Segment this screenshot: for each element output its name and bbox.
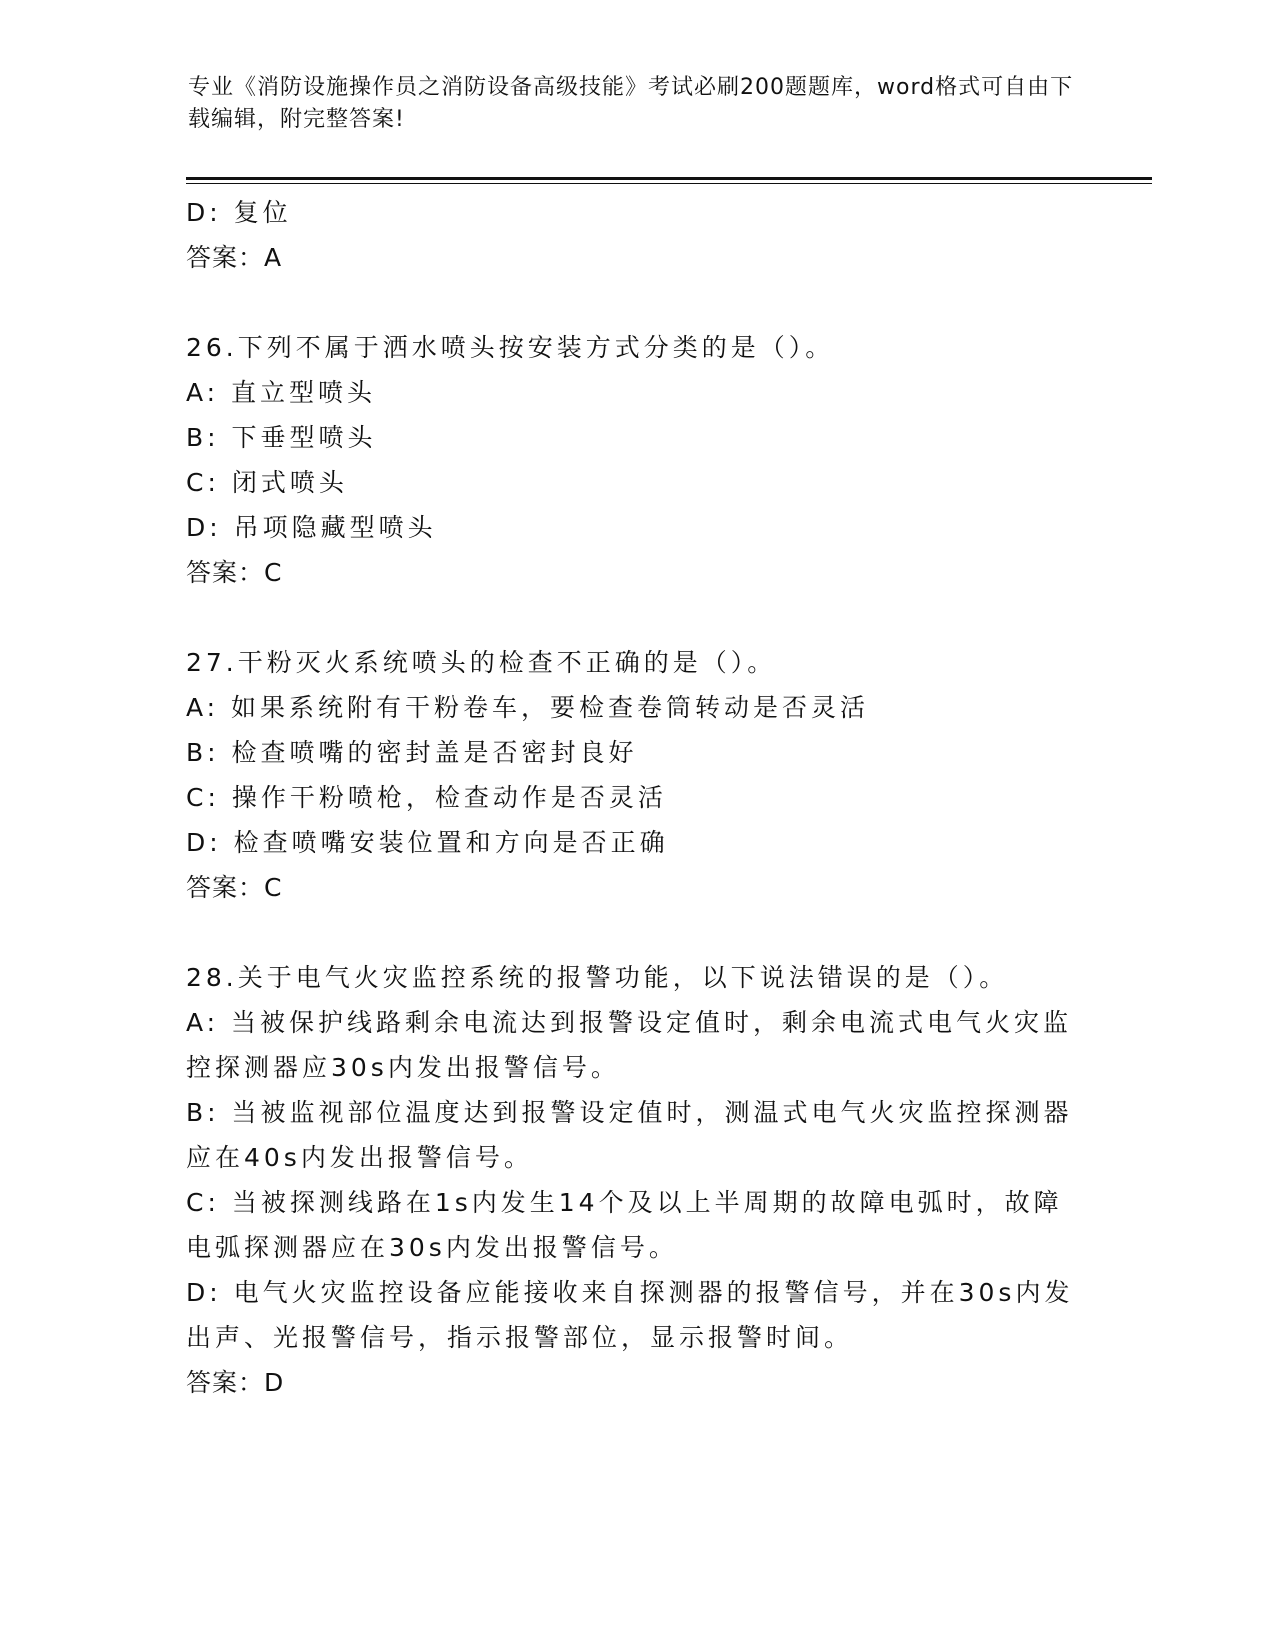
document-header: [188, 72, 1088, 136]
option-d: D: 电气火灾监控设备应能接收来自探测器的报警信号，并在30s内发出声、光报警信号，指示报警部位，显示报警时间。: [186, 1278, 1074, 1352]
answer-line: 答案：C: [186, 558, 283, 587]
answer-line: 答案：D: [186, 1368, 285, 1397]
question-content: [186, 190, 1086, 1405]
question-27: [186, 640, 1086, 910]
option-b: B: 检查喷嘴的密封盖是否密封良好: [186, 738, 638, 767]
header-divider-thick: [186, 177, 1152, 180]
option-c: C: 当被探测线路在1s内发生14个及以上半周期的故障电弧时，故障电弧探测器应在30s内发出报警信号。: [186, 1188, 1063, 1262]
option-b: B: 下垂型喷头: [186, 423, 377, 452]
option-c: C: 闭式喷头: [186, 468, 348, 497]
option-d: D: 吊项隐藏型喷头: [186, 513, 437, 542]
answer-line: 答案：C: [186, 873, 283, 902]
answer-line: 答案：A: [186, 243, 283, 272]
option-a: A: 如果系统附有干粉卷车，要检查卷筒转动是否灵活: [186, 693, 870, 722]
option-b: B: 当被监视部位温度达到报警设定值时，测温式电气火灾监控探测器应在40s内发出报警信号。: [186, 1098, 1073, 1172]
question-stem: 26.下列不属于洒水喷头按安装方式分类的是（）。: [186, 333, 835, 362]
option-a: A: 直立型喷头: [186, 378, 377, 407]
question-stem: 27.干粉灭火系统喷头的检查不正确的是（）。: [186, 648, 777, 677]
question-28: [186, 955, 1086, 1405]
option-d: D: 检查喷嘴安装位置和方向是否正确: [186, 828, 669, 857]
question-stem: 28.关于电气火灾监控系统的报警功能，以下说法错误的是（）。: [186, 963, 1009, 992]
header-text: 专业《消防设施操作员之消防设备高级技能》考试必刷200题题库，word格式可自由下载编辑，附完整答案!: [188, 75, 1074, 132]
question-26: [186, 325, 1086, 595]
previous-question-tail: [186, 190, 1086, 280]
option-a: A: 当被保护线路剩余电流达到报警设定值时，剩余电流式电气火灾监控探测器应30s内发出报警信号。: [186, 1008, 1073, 1082]
option-c: C: 操作干粉喷枪，检查动作是否灵活: [186, 783, 667, 812]
header-divider-thin: [186, 183, 1152, 184]
option-d: D: 复位: [186, 198, 292, 227]
